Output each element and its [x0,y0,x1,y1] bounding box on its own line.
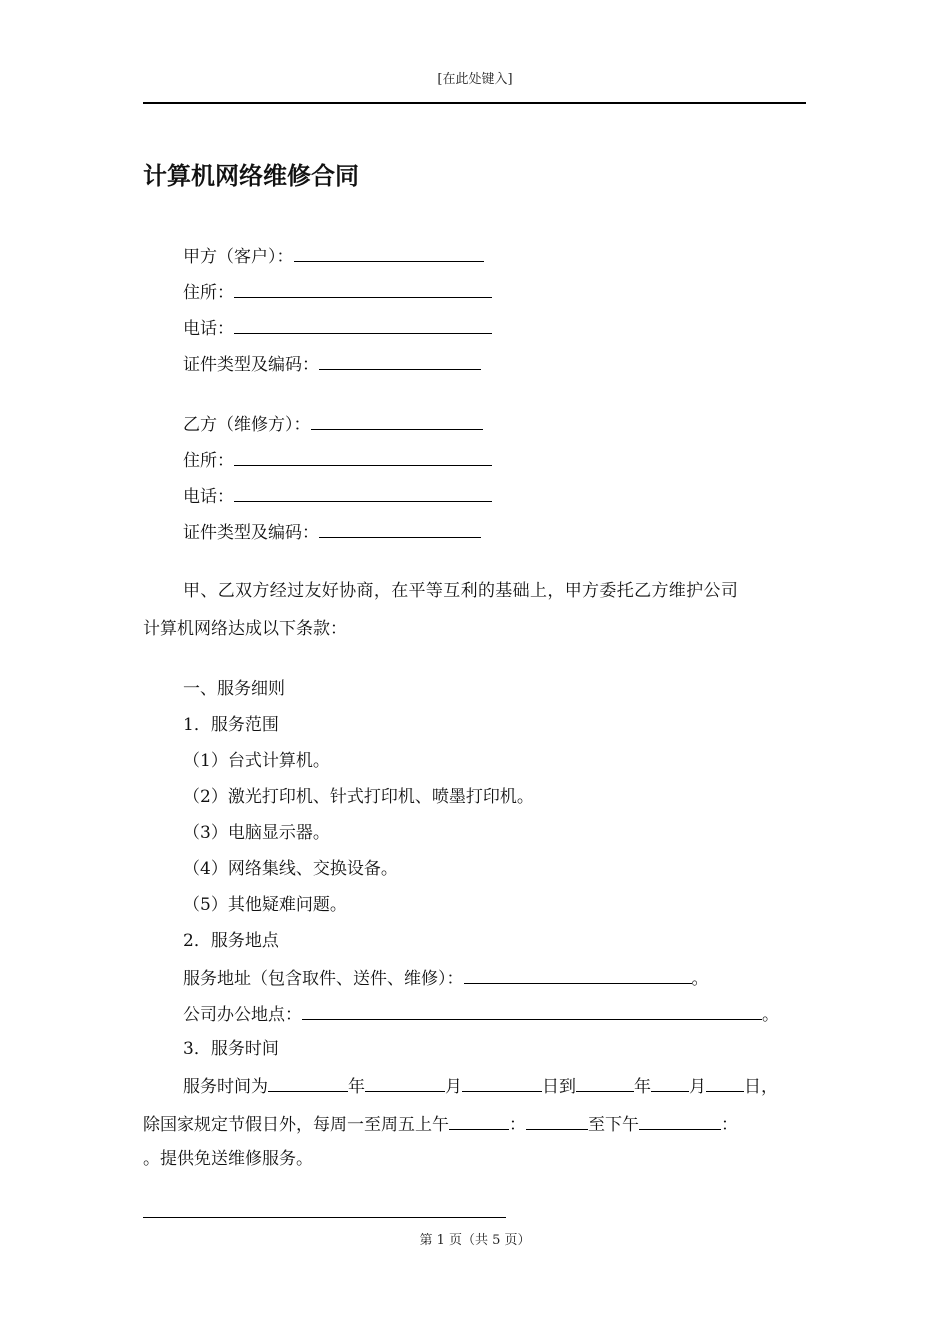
party-b-name-row [183,411,483,437]
office-location-label: 公司办公地点： [183,1005,302,1025]
party-b-address-blank[interactable] [234,447,492,466]
party-a-phone-row [183,315,492,341]
service-address-blank[interactable] [464,965,692,984]
end-day-blank[interactable] [706,1073,744,1092]
party-a-name-blank[interactable] [294,243,484,262]
scope-item: （3）电脑显示器。 [183,823,330,843]
party-a-id-blank[interactable] [319,351,481,370]
section-heading: 一、服务细则 [183,679,285,699]
service-address-row [183,965,709,991]
party-b-address-row [183,447,492,473]
party-b-id-row [183,519,481,545]
party-b-phone-row [183,483,492,509]
party-a-id-label: 证件类型及编码： [183,355,319,375]
year-label: 年 [634,1077,651,1097]
header-placeholder: [在此处键入] [437,72,513,87]
free-delivery-line: 。提供免送维修服务。 [143,1149,313,1169]
party-a-name-label: 甲方（客户）： [183,247,294,267]
document-title: 计算机网络维修合同 [143,162,359,190]
year-label: 年 [348,1077,365,1097]
period: 。 [762,1005,779,1025]
day-to-label: 日到 [542,1077,576,1097]
end-month-blank[interactable] [651,1073,689,1092]
start-month-blank[interactable] [365,1073,445,1092]
to-pm-label: 至下午 [588,1115,639,1135]
office-location-blank[interactable] [302,1001,762,1020]
service-period-prefix: 服务时间为 [183,1077,268,1097]
service-period-row [183,1073,778,1099]
scope-heading: 1．服务范围 [183,715,279,735]
am-hour-blank[interactable] [449,1111,509,1130]
party-a-address-blank[interactable] [234,279,492,298]
party-b-id-label: 证件类型及编码： [183,523,319,543]
party-a-phone-label: 电话： [183,319,234,339]
scope-item: （5）其他疑难问题。 [183,895,347,915]
party-b-phone-blank[interactable] [234,483,492,502]
party-a-name-row [183,243,484,269]
service-address-label: 服务地址（包含取件、送件、维修）： [183,969,464,989]
month-label: 月 [445,1077,462,1097]
footer-rule [143,1217,506,1218]
party-b-name-blank[interactable] [311,411,483,430]
party-b-id-blank[interactable] [319,519,481,538]
party-a-address-row [183,279,492,305]
party-b-phone-label: 电话： [183,487,234,507]
month-label: 月 [689,1077,706,1097]
day-label: 日， [744,1077,778,1097]
start-day-blank[interactable] [462,1073,542,1092]
location-heading: 2．服务地点 [183,931,279,951]
scope-item: （1）台式计算机。 [183,751,330,771]
pm-hour-blank[interactable] [639,1111,721,1130]
header-rule [143,102,806,104]
end-year-blank[interactable] [576,1073,634,1092]
colon-label: ： [509,1115,526,1135]
colon-label: ： [721,1115,738,1135]
party-b-address-label: 住所： [183,451,234,471]
intro-line-2: 计算机网络达成以下条款： [143,619,347,639]
scope-item: （4）网络集线、交换设备。 [183,859,398,879]
am-minute-blank[interactable] [526,1111,588,1130]
start-year-blank[interactable] [268,1073,348,1092]
period: 。 [691,969,709,989]
scope-item: （2）激光打印机、针式打印机、喷墨打印机。 [183,787,534,807]
weekday-hours-prefix: 除国家规定节假日外，每周一至周五上午 [143,1115,449,1135]
page-number: 第 1 页（共 5 页） [419,1233,531,1248]
weekday-hours-row [143,1111,738,1137]
intro-line-1: 甲、乙双方经过友好协商，在平等互利的基础上，甲方委托乙方维护公司 [183,581,739,601]
party-b-name-label: 乙方（维修方）： [183,415,311,435]
office-location-row [183,1001,779,1027]
time-heading: 3．服务时间 [183,1039,279,1059]
party-a-phone-blank[interactable] [234,315,492,334]
party-a-address-label: 住所： [183,283,234,303]
party-a-id-row [183,351,481,377]
